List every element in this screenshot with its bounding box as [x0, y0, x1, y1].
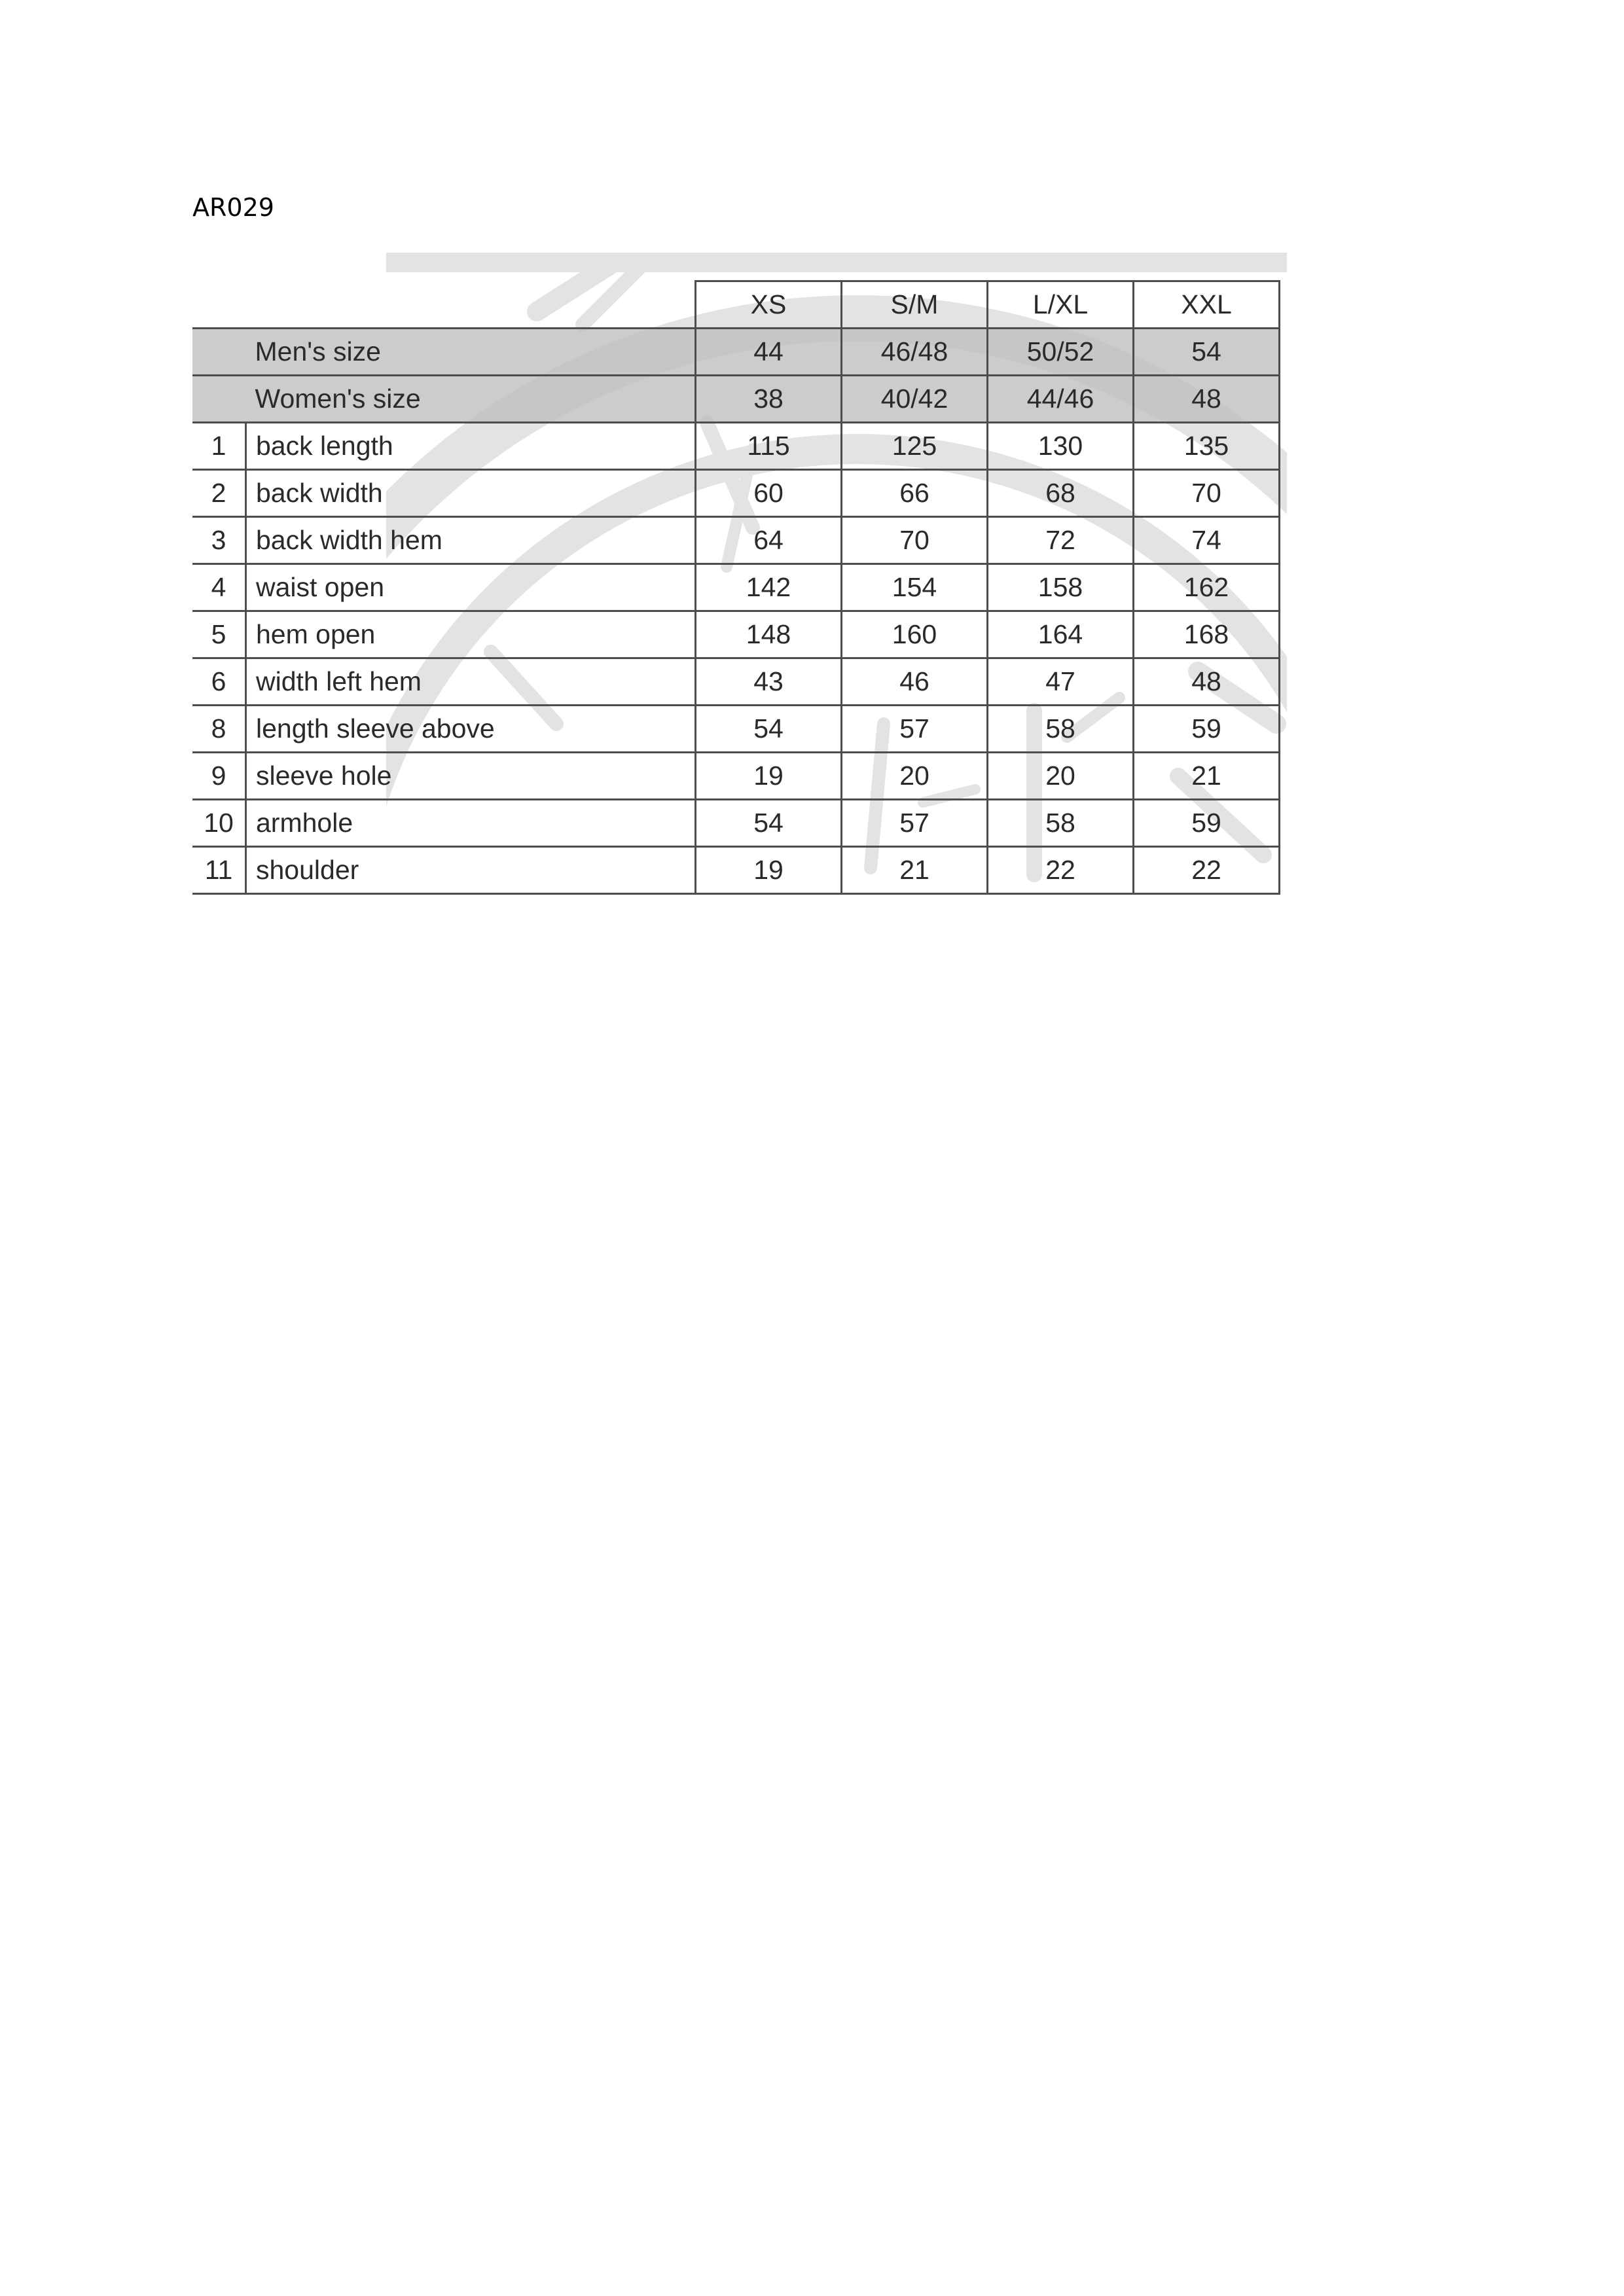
row-value: 70 — [1134, 470, 1280, 517]
header-blank-label — [246, 281, 696, 329]
row-value: 54 — [696, 800, 842, 847]
row-value: 22 — [1134, 847, 1280, 894]
row-value: 142 — [696, 564, 842, 611]
row-value: 19 — [696, 847, 842, 894]
row-value: 64 — [696, 517, 842, 564]
row-label: back width hem — [246, 517, 696, 564]
row-value: 59 — [1134, 706, 1280, 753]
row-value: 57 — [842, 800, 988, 847]
row-value: 21 — [842, 847, 988, 894]
measurement-row — [192, 470, 1280, 517]
column-header: S/M — [842, 281, 988, 329]
row-value: 60 — [696, 470, 842, 517]
row-value: 70 — [842, 517, 988, 564]
row-value: 59 — [1134, 800, 1280, 847]
measurement-row — [192, 564, 1280, 611]
mens-size-row — [192, 329, 1280, 376]
row-label: length sleeve above — [246, 706, 696, 753]
row-value: 115 — [696, 423, 842, 470]
womens-size-row — [192, 376, 1280, 423]
row-value: 44/46 — [988, 376, 1134, 423]
row-value: 38 — [696, 376, 842, 423]
size-header-row — [192, 281, 1280, 329]
row-number: 8 — [192, 706, 246, 753]
column-header: XXL — [1134, 281, 1280, 329]
row-value: 72 — [988, 517, 1134, 564]
row-value: 43 — [696, 658, 842, 706]
measurement-row — [192, 800, 1280, 847]
row-value: 130 — [988, 423, 1134, 470]
row-label: shoulder — [246, 847, 696, 894]
row-value: 58 — [988, 800, 1134, 847]
row-value: 164 — [988, 611, 1134, 658]
header-blank-num — [192, 281, 246, 329]
row-label: Men's size — [246, 329, 696, 376]
document-title: AR029 — [192, 193, 274, 222]
row-value: 135 — [1134, 423, 1280, 470]
row-value: 20 — [988, 753, 1134, 800]
row-value: 154 — [842, 564, 988, 611]
measurement-row — [192, 658, 1280, 706]
row-value: 168 — [1134, 611, 1280, 658]
row-value: 46 — [842, 658, 988, 706]
row-value: 48 — [1134, 376, 1280, 423]
row-value: 58 — [988, 706, 1134, 753]
measurement-row — [192, 706, 1280, 753]
row-value: 160 — [842, 611, 988, 658]
size-chart — [192, 253, 1287, 907]
row-value: 57 — [842, 706, 988, 753]
row-value: 19 — [696, 753, 842, 800]
measurement-row — [192, 611, 1280, 658]
row-value: 48 — [1134, 658, 1280, 706]
row-value: 54 — [696, 706, 842, 753]
row-label: Women's size — [246, 376, 696, 423]
row-label: back length — [246, 423, 696, 470]
row-number: 10 — [192, 800, 246, 847]
row-value: 158 — [988, 564, 1134, 611]
column-header: L/XL — [988, 281, 1134, 329]
row-value: 46/48 — [842, 329, 988, 376]
row-number: 5 — [192, 611, 246, 658]
row-value: 20 — [842, 753, 988, 800]
row-value: 162 — [1134, 564, 1280, 611]
row-value: 125 — [842, 423, 988, 470]
row-number: 4 — [192, 564, 246, 611]
measurement-row — [192, 753, 1280, 800]
row-value: 21 — [1134, 753, 1280, 800]
row-number: 11 — [192, 847, 246, 894]
row-number — [192, 329, 246, 376]
row-value: 54 — [1134, 329, 1280, 376]
row-label: width left hem — [246, 658, 696, 706]
measurement-row — [192, 847, 1280, 894]
measurement-row — [192, 423, 1280, 470]
row-value: 22 — [988, 847, 1134, 894]
row-number: 9 — [192, 753, 246, 800]
row-label: sleeve hole — [246, 753, 696, 800]
row-value: 148 — [696, 611, 842, 658]
row-label: back width — [246, 470, 696, 517]
row-value: 74 — [1134, 517, 1280, 564]
row-number: 3 — [192, 517, 246, 564]
row-value: 40/42 — [842, 376, 988, 423]
row-value: 68 — [988, 470, 1134, 517]
row-value: 44 — [696, 329, 842, 376]
row-label: hem open — [246, 611, 696, 658]
row-number: 6 — [192, 658, 246, 706]
row-value: 50/52 — [988, 329, 1134, 376]
column-header: XS — [696, 281, 842, 329]
size-table — [192, 280, 1280, 895]
row-label: armhole — [246, 800, 696, 847]
row-value: 66 — [842, 470, 988, 517]
measurement-row — [192, 517, 1280, 564]
row-number — [192, 376, 246, 423]
row-value: 47 — [988, 658, 1134, 706]
row-label: waist open — [246, 564, 696, 611]
row-number: 2 — [192, 470, 246, 517]
row-number: 1 — [192, 423, 246, 470]
